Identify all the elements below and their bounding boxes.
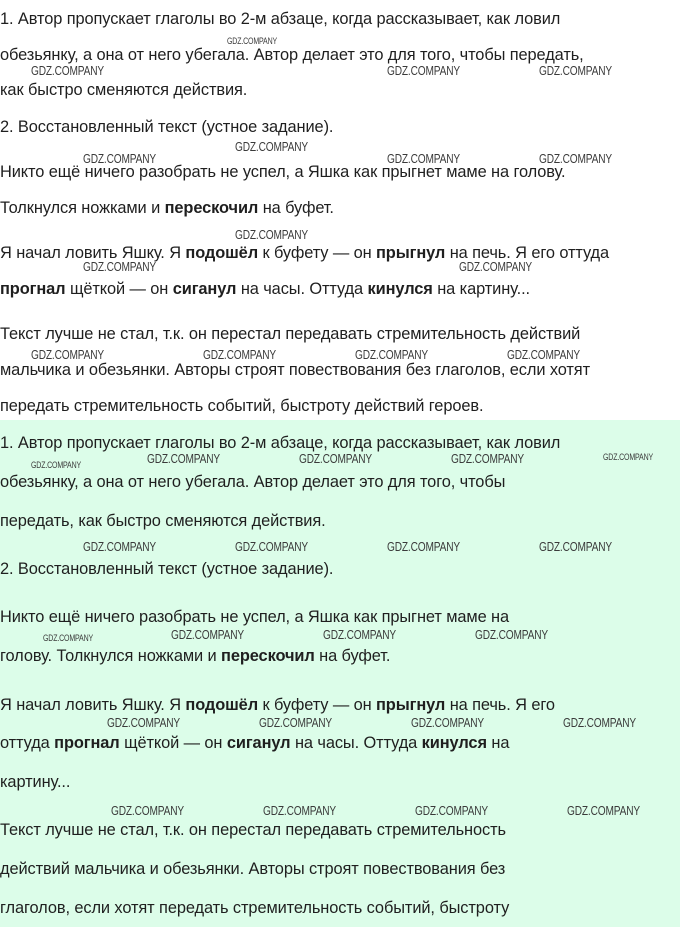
text-run: на печь. Я его: [445, 696, 555, 714]
watermark: GDZ.COMPANY: [235, 227, 309, 242]
text-run: Текст лучше не стал, т.к. он перестал передавать стремительность: [0, 821, 506, 839]
text-run: оттуда: [0, 734, 55, 752]
text-run: 1. Автор пропускает глаголы во 2-м абзаце, когда рассказывает, как ловил: [0, 10, 561, 28]
text-line: [0, 9, 560, 29]
text-run: на часы. Оттуда: [290, 734, 422, 752]
text-line: [0, 472, 505, 492]
watermark: GDZ.COMPANY: [355, 347, 429, 362]
watermark: GDZ.COMPANY: [227, 36, 278, 46]
bold-verb: прыгнул: [376, 696, 446, 714]
bold-verb: кинулся: [421, 734, 487, 752]
text-line: [0, 607, 509, 627]
watermark: GDZ.COMPANY: [451, 451, 525, 466]
watermark: GDZ.COMPANY: [387, 151, 461, 166]
text-run: как быстро сменяются действия.: [0, 81, 248, 99]
text-run: передать стремительность событий, быстроту действий героев.: [0, 397, 484, 415]
text-run: передать, как быстро сменяются действия.: [0, 512, 326, 530]
watermark: GDZ.COMPANY: [43, 633, 94, 643]
text-run: 2. Восстановленный текст (устное задание).: [0, 118, 334, 136]
text-run: Никто ещё ничего разобрать не успел, а Яшка как прыгнет маме на голову.: [0, 163, 566, 181]
watermark: GDZ.COMPANY: [475, 627, 549, 642]
text-run: Толкнулся ножками и: [0, 199, 165, 217]
text-line: [0, 433, 560, 453]
watermark: GDZ.COMPANY: [387, 63, 461, 78]
answer-section-2: [0, 420, 680, 927]
watermark: GDZ.COMPANY: [507, 347, 581, 362]
watermark: GDZ.COMPANY: [111, 803, 185, 818]
watermark: GDZ.COMPANY: [107, 715, 181, 730]
text-line: [0, 559, 333, 579]
text-run: действий мальчика и обезьянки. Авторы строят повествования без: [0, 860, 506, 878]
text-run: к буфету — он: [258, 244, 376, 262]
watermark: GDZ.COMPANY: [563, 715, 637, 730]
watermark: GDZ.COMPANY: [83, 539, 157, 554]
text-line: [0, 733, 509, 753]
watermark: GDZ.COMPANY: [567, 803, 641, 818]
watermark: GDZ.COMPANY: [203, 347, 277, 362]
text-line: [0, 772, 70, 792]
text-run: щёткой — он: [65, 280, 173, 298]
text-run: 1. Автор пропускает глаголы во 2-м абзаце, когда рассказывает, как ловил: [0, 434, 561, 452]
bold-verb: перескочил: [221, 647, 315, 665]
text-run: на буфет.: [258, 199, 334, 217]
watermark: GDZ.COMPANY: [299, 451, 373, 466]
text-line: [0, 646, 390, 666]
bold-verb: сиганул: [226, 734, 291, 752]
watermark: GDZ.COMPANY: [147, 451, 221, 466]
text-run: картину...: [0, 773, 71, 791]
text-run: щёткой — он: [119, 734, 227, 752]
text-line: [0, 859, 505, 879]
text-run: обезьянку, а она от него убегала. Автор делает это для того, чтобы передать,: [0, 46, 584, 64]
watermark: GDZ.COMPANY: [603, 452, 654, 462]
watermark: GDZ.COMPANY: [83, 259, 157, 274]
bold-verb: перескочил: [164, 199, 259, 217]
bold-verb: подошёл: [185, 696, 259, 714]
text-line: [0, 117, 333, 137]
watermark: GDZ.COMPANY: [539, 151, 613, 166]
text-line: [0, 898, 509, 918]
watermark: GDZ.COMPANY: [31, 63, 105, 78]
watermark: GDZ.COMPANY: [171, 627, 245, 642]
text-run: Я начал ловить Яшку. Я: [0, 696, 186, 714]
text-run: мальчика и обезьянки. Авторы строят повествования без глаголов, если хотят: [0, 361, 590, 379]
text-run: обезьянку, а она от него убегала. Автор делает это для того, чтобы: [0, 473, 506, 491]
watermark: GDZ.COMPANY: [263, 803, 337, 818]
text-line: [0, 511, 326, 531]
text-line: [0, 80, 247, 100]
watermark: GDZ.COMPANY: [235, 139, 309, 154]
watermark: GDZ.COMPANY: [31, 460, 82, 470]
watermark: GDZ.COMPANY: [415, 803, 489, 818]
watermark: GDZ.COMPANY: [259, 715, 333, 730]
text-run: на: [486, 734, 510, 752]
watermark: GDZ.COMPANY: [539, 63, 613, 78]
text-run: на часы. Оттуда: [236, 280, 368, 298]
text-run: на печь. Я его оттуда: [445, 244, 610, 262]
text-line: [0, 45, 584, 65]
bold-verb: кинулся: [367, 280, 433, 298]
text-line: [0, 360, 590, 380]
text-run: голову. Толкнулся ножками и: [0, 647, 222, 665]
watermark: GDZ.COMPANY: [31, 347, 105, 362]
text-run: 2. Восстановленный текст (устное задание).: [0, 560, 334, 578]
watermark: GDZ.COMPANY: [83, 151, 157, 166]
watermark: GDZ.COMPANY: [411, 715, 485, 730]
text-run: Никто ещё ничего разобрать не успел, а Яшка как прыгнет маме на: [0, 608, 510, 626]
bold-verb: прогнал: [54, 734, 120, 752]
watermark: GDZ.COMPANY: [539, 539, 613, 554]
text-run: глаголов, если хотят передать стремительность событий, быстроту: [0, 899, 510, 917]
text-line: [0, 820, 506, 840]
bold-verb: сиганул: [172, 280, 237, 298]
text-line: [0, 396, 483, 416]
watermark: GDZ.COMPANY: [323, 627, 397, 642]
text-run: на картину...: [432, 280, 530, 298]
text-line: [0, 324, 580, 344]
text-run: к буфету — он: [258, 696, 376, 714]
watermark: GDZ.COMPANY: [235, 539, 309, 554]
watermark: GDZ.COMPANY: [459, 259, 533, 274]
bold-verb: прогнал: [0, 280, 66, 298]
text-line: [0, 279, 530, 299]
bold-verb: подошёл: [185, 244, 259, 262]
bold-verb: прыгнул: [376, 244, 446, 262]
text-line: [0, 695, 555, 715]
text-run: на буфет.: [314, 647, 391, 665]
text-run: Текст лучше не стал, т.к. он перестал передавать стремительность действий: [0, 325, 581, 343]
watermark: GDZ.COMPANY: [387, 539, 461, 554]
text-run: Я начал ловить Яшку. Я: [0, 244, 186, 262]
text-line: [0, 198, 334, 218]
